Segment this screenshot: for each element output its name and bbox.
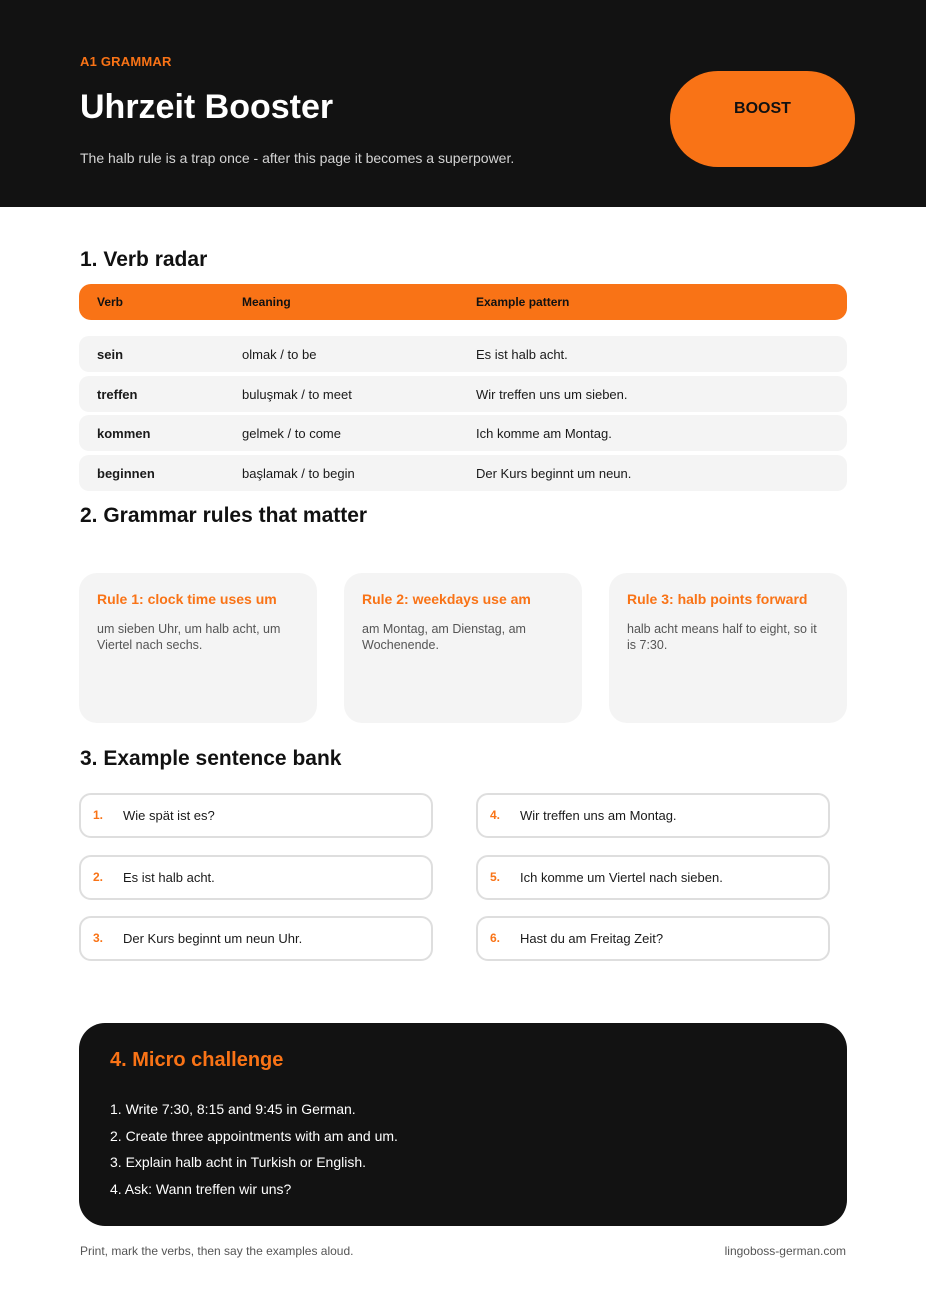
challenge-item: 4. Ask: Wann treffen wir uns? bbox=[110, 1180, 292, 1197]
hero-header bbox=[0, 0, 926, 207]
page-title: Uhrzeit Booster bbox=[80, 88, 334, 126]
sentence-number: 6. bbox=[490, 931, 501, 945]
challenge-item: 3. Explain halb acht in Turkish or English. bbox=[110, 1154, 367, 1170]
sentence-number: 4. bbox=[490, 808, 501, 822]
sentence-text: Ich komme um Viertel nach sieben. bbox=[520, 870, 723, 885]
footer-instruction: Print, mark the verbs, then say the examples aloud. bbox=[80, 1244, 354, 1258]
challenge-item: 1. Write 7:30, 8:15 and 9:45 in German. bbox=[110, 1101, 356, 1117]
sentence-item bbox=[79, 793, 433, 838]
rule-text: am Montag, am Dienstag, am Wochenende. bbox=[362, 622, 526, 652]
verb-cell: kommen bbox=[97, 426, 151, 441]
meaning-cell: olmak / to be bbox=[242, 347, 317, 362]
micro-challenge-panel bbox=[79, 1023, 847, 1226]
sentence-item bbox=[476, 855, 830, 900]
sentence-item bbox=[476, 916, 830, 961]
rule-card bbox=[344, 573, 582, 723]
rule-title: Rule 3: halb points forward bbox=[627, 591, 808, 607]
verb-cell: treffen bbox=[97, 387, 138, 402]
sentence-item bbox=[79, 916, 433, 961]
verb-cell: sein bbox=[97, 347, 124, 362]
page-subtitle: The halb rule is a trap once - after this page it becomes a superpower. bbox=[80, 150, 515, 166]
sentence-text: Wir treffen uns am Montag. bbox=[520, 808, 677, 823]
sentence-number: 1. bbox=[93, 808, 104, 822]
rule-title: Rule 2: weekdays use am bbox=[362, 591, 531, 607]
rule-card bbox=[79, 573, 317, 723]
footer-website: lingoboss-german.com bbox=[724, 1244, 846, 1258]
column-header-verb: Verb bbox=[97, 295, 124, 309]
verb-table-header bbox=[79, 284, 847, 320]
boost-badge: BOOST bbox=[670, 71, 855, 167]
level-kicker: A1 GRAMMAR bbox=[80, 54, 172, 69]
example-cell: Wir treffen uns um sieben. bbox=[476, 387, 628, 402]
sentence-text: Hast du am Freitag Zeit? bbox=[520, 931, 664, 946]
verb-cell: beginnen bbox=[97, 466, 155, 481]
sentence-bank-title: 3. Example sentence bank bbox=[80, 747, 342, 770]
meaning-cell: buluşmak / to meet bbox=[242, 387, 352, 402]
rule-card bbox=[609, 573, 847, 723]
sentence-number: 2. bbox=[93, 870, 104, 884]
micro-challenge-title: 4. Micro challenge bbox=[110, 1049, 284, 1071]
sentence-text: Es ist halb acht. bbox=[123, 870, 215, 885]
sentence-number: 3. bbox=[93, 931, 104, 945]
meaning-cell: başlamak / to begin bbox=[242, 466, 355, 481]
rule-text: um sieben Uhr, um halb acht, um Viertel nach sechs. bbox=[97, 622, 281, 652]
sentence-item bbox=[79, 855, 433, 900]
rule-title: Rule 1: clock time uses um bbox=[97, 591, 277, 607]
table-row bbox=[79, 455, 847, 491]
challenge-item: 2. Create three appointments with am and um. bbox=[110, 1127, 398, 1144]
sentence-item bbox=[476, 793, 830, 838]
rule-text: halb acht means half to eight, so it is 7:30. bbox=[627, 622, 817, 652]
verb-radar-title: 1. Verb radar bbox=[80, 248, 208, 271]
sentence-number: 5. bbox=[490, 870, 501, 884]
example-cell: Der Kurs beginnt um neun. bbox=[476, 466, 632, 481]
table-row bbox=[79, 376, 847, 412]
sentence-text: Der Kurs beginnt um neun Uhr. bbox=[123, 931, 303, 946]
example-cell: Ich komme am Montag. bbox=[476, 426, 612, 441]
meaning-cell: gelmek / to come bbox=[242, 426, 341, 441]
column-header-example: Example pattern bbox=[476, 295, 570, 309]
challenge-list bbox=[110, 1101, 398, 1207]
table-row bbox=[79, 336, 847, 372]
sentence-text: Wie spät ist es? bbox=[123, 808, 215, 823]
example-cell: Es ist halb acht. bbox=[476, 347, 568, 362]
grammar-rules-title: 2. Grammar rules that matter bbox=[80, 504, 368, 527]
table-row bbox=[79, 415, 847, 451]
column-header-meaning: Meaning bbox=[242, 295, 291, 309]
